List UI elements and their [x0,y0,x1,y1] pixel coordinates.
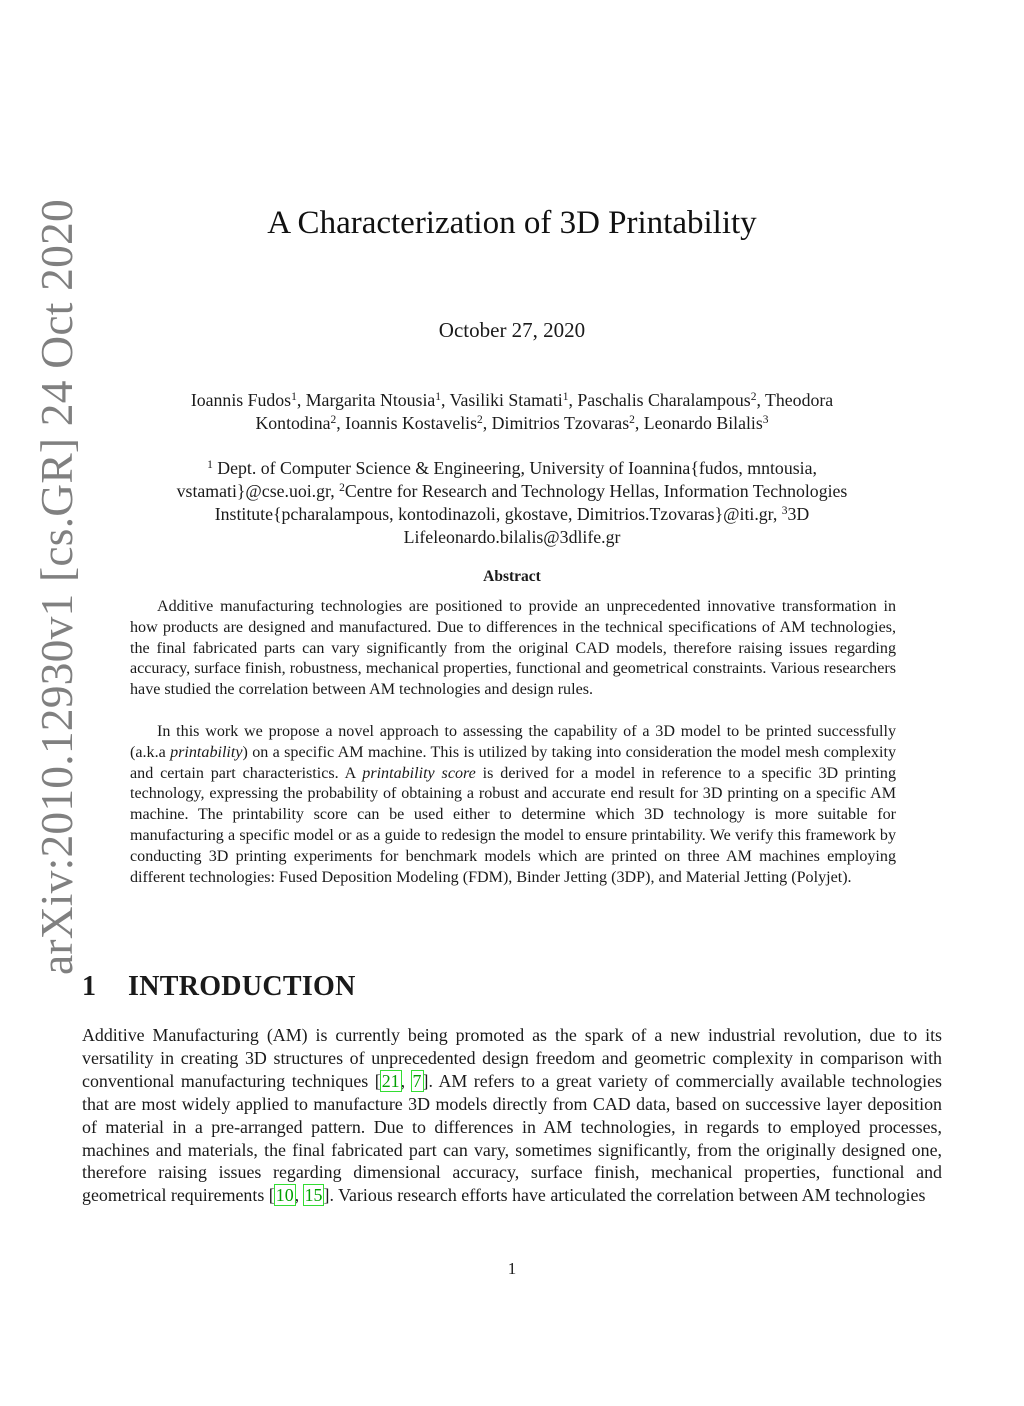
author-affiliation-mark: 1 [562,391,569,403]
abstract-paragraph-1: Additive manufacturing technologies are positioned to provide an unprecedented innovative transformation in how products are designed and manufactured. Due to differences in the technical specifications of AM technologies, the final fabricated parts can vary significantly from the original CAD models, therefore raising issues regarding accuracy, surface finish, robustness, mechanical properties, functional and geometrical constraints. Various researchers have studied the correlation between AM technologies and design rules. [130,598,896,699]
author-separator: , [296,390,306,410]
body-text: ]. Various research efforts have articulated the correlation between AM technologies [323,1185,926,1206]
body-text: , [294,1185,304,1206]
citation-link[interactable]: 10 [275,1185,294,1206]
author-separator: , [634,413,644,433]
affiliation-text: 3D [787,504,810,524]
author-name: Leonardo Bilalis [643,413,763,433]
introduction-paragraph [82,1024,942,1207]
affiliation-text: Lifeleonardo.bilalis@3dlife.gr [403,527,621,547]
abstract-paragraph-2 [130,722,896,888]
citation-link[interactable]: 21 [381,1070,400,1091]
affiliation-mark: 1 [207,459,213,471]
affiliation-text: Dept. of Computer Science & Engineering, University of Ioannina{fudos, mntousia, [212,458,817,478]
affiliation-line-1 [0,458,1024,479]
section-title: INTRODUCTION [128,971,356,1002]
affiliation-line-4 [0,527,1024,548]
author-separator: , [568,390,578,410]
paper-title: A Characterization of 3D Printability [267,205,757,241]
author-name: Vasiliki Stamati [449,390,563,410]
affiliation-mark: 2 [339,482,345,494]
body-text: ]. AM refers to a great variety of commercially available technologies that are most widely applied to manufacture 3D models directly from CAD data, based on successive layer deposition of material in a pre-arranged pattern. Due to differences in AM technologies, in regards to employed processes, machines and materials, the final fabricated part can vary, sometimes significantly, from the originally designed one, therefore raising issues regarding dimensional accuracy, surface finish, mechanical properties, functional and geometrical requirements [ [82,1070,942,1206]
author-affiliation-mark: 1 [291,391,297,403]
body-text: Additive Manufacturing (AM) is currently being promoted as the spark of a new industrial revolution, due to its versatility in creating 3D structures of unprecedented design freedom and geometric complexity in comparison with conventional manufacturing techniques [ [82,1025,942,1091]
author-affiliation-mark: 2 [750,391,757,403]
affiliation-line-3 [0,504,1024,525]
abstract-emphasis: printability score [362,764,476,782]
author-separator: , Theodora [756,390,834,410]
author-affiliation-mark: 2 [477,414,483,426]
paper-date: October 27, 2020 [438,318,586,342]
citation-link[interactable]: 15 [304,1185,323,1206]
author-affiliation-mark: 1 [435,391,442,403]
author-line-1 [0,390,1024,411]
abstract-heading: Abstract [483,568,541,585]
author-affiliation-mark: 2 [629,414,635,426]
author-separator: , [336,413,346,433]
author-name: Margarita Ntousia [305,390,436,410]
citation-link[interactable]: 7 [412,1070,422,1091]
author-affiliation-mark: 3 [762,414,769,426]
affiliation-text: vstamati}@cse.uoi.gr, [176,481,340,501]
author-name: Dimitrios Tzovaras [491,413,630,433]
abstract-text: In this work we propose a novel approach to assessing the capability of a 3D model to be printed successfully (a.k.a [130,723,896,761]
author-name: Kontodina [255,413,331,433]
affiliation-text: Institute{pcharalampous, kontodinazoli, gkostave, Dimitrios.Tzovaras}@iti.gr, [214,504,782,524]
author-name: Ioannis Kostavelis [345,413,478,433]
author-separator: , [441,390,450,410]
author-affiliation-mark: 2 [330,414,337,426]
abstract-emphasis: printability [170,743,243,761]
body-text: , [400,1070,412,1091]
author-name: Paschalis Charalampous [577,390,751,410]
abstract-text: is derived for a model in reference to a specific 3D printing technology, expressing the probability of obtaining a robust and accurate end result for 3D printing on a specific AM machine. The printability score can be used either to determine which 3D technology is more suitable for manufacturing a specific model or as a guide to redesign the model to ensure printability. We verify this framework by conducting 3D printing experiments for benchmark models which are printed on three AM machines employing different technologies: Fused Deposition Modeling (FDM), Binder Jetting (3DP), and Material Jetting (Polyjet). [130,764,896,886]
affiliation-text: Centre for Research and Technology Hellas, Information Technologies [344,481,848,501]
author-line-2 [0,413,1024,434]
author-name: Ioannis Fudos [190,390,292,410]
author-separator: , [482,413,492,433]
affiliation-mark: 3 [781,505,788,517]
affiliation-line-2 [0,481,1024,502]
section-heading [82,971,356,1003]
abstract-text: ) on a specific AM machine. This is utilized by taking into consideration the model mesh complexity and certain part characteristics. A [130,743,896,782]
arxiv-identifier-stamp: arXiv:2010.12930v1 [cs.GR] 24 Oct 2020 [31,199,82,975]
section-number: 1 [82,971,97,1002]
page-number: 1 [507,1259,517,1278]
